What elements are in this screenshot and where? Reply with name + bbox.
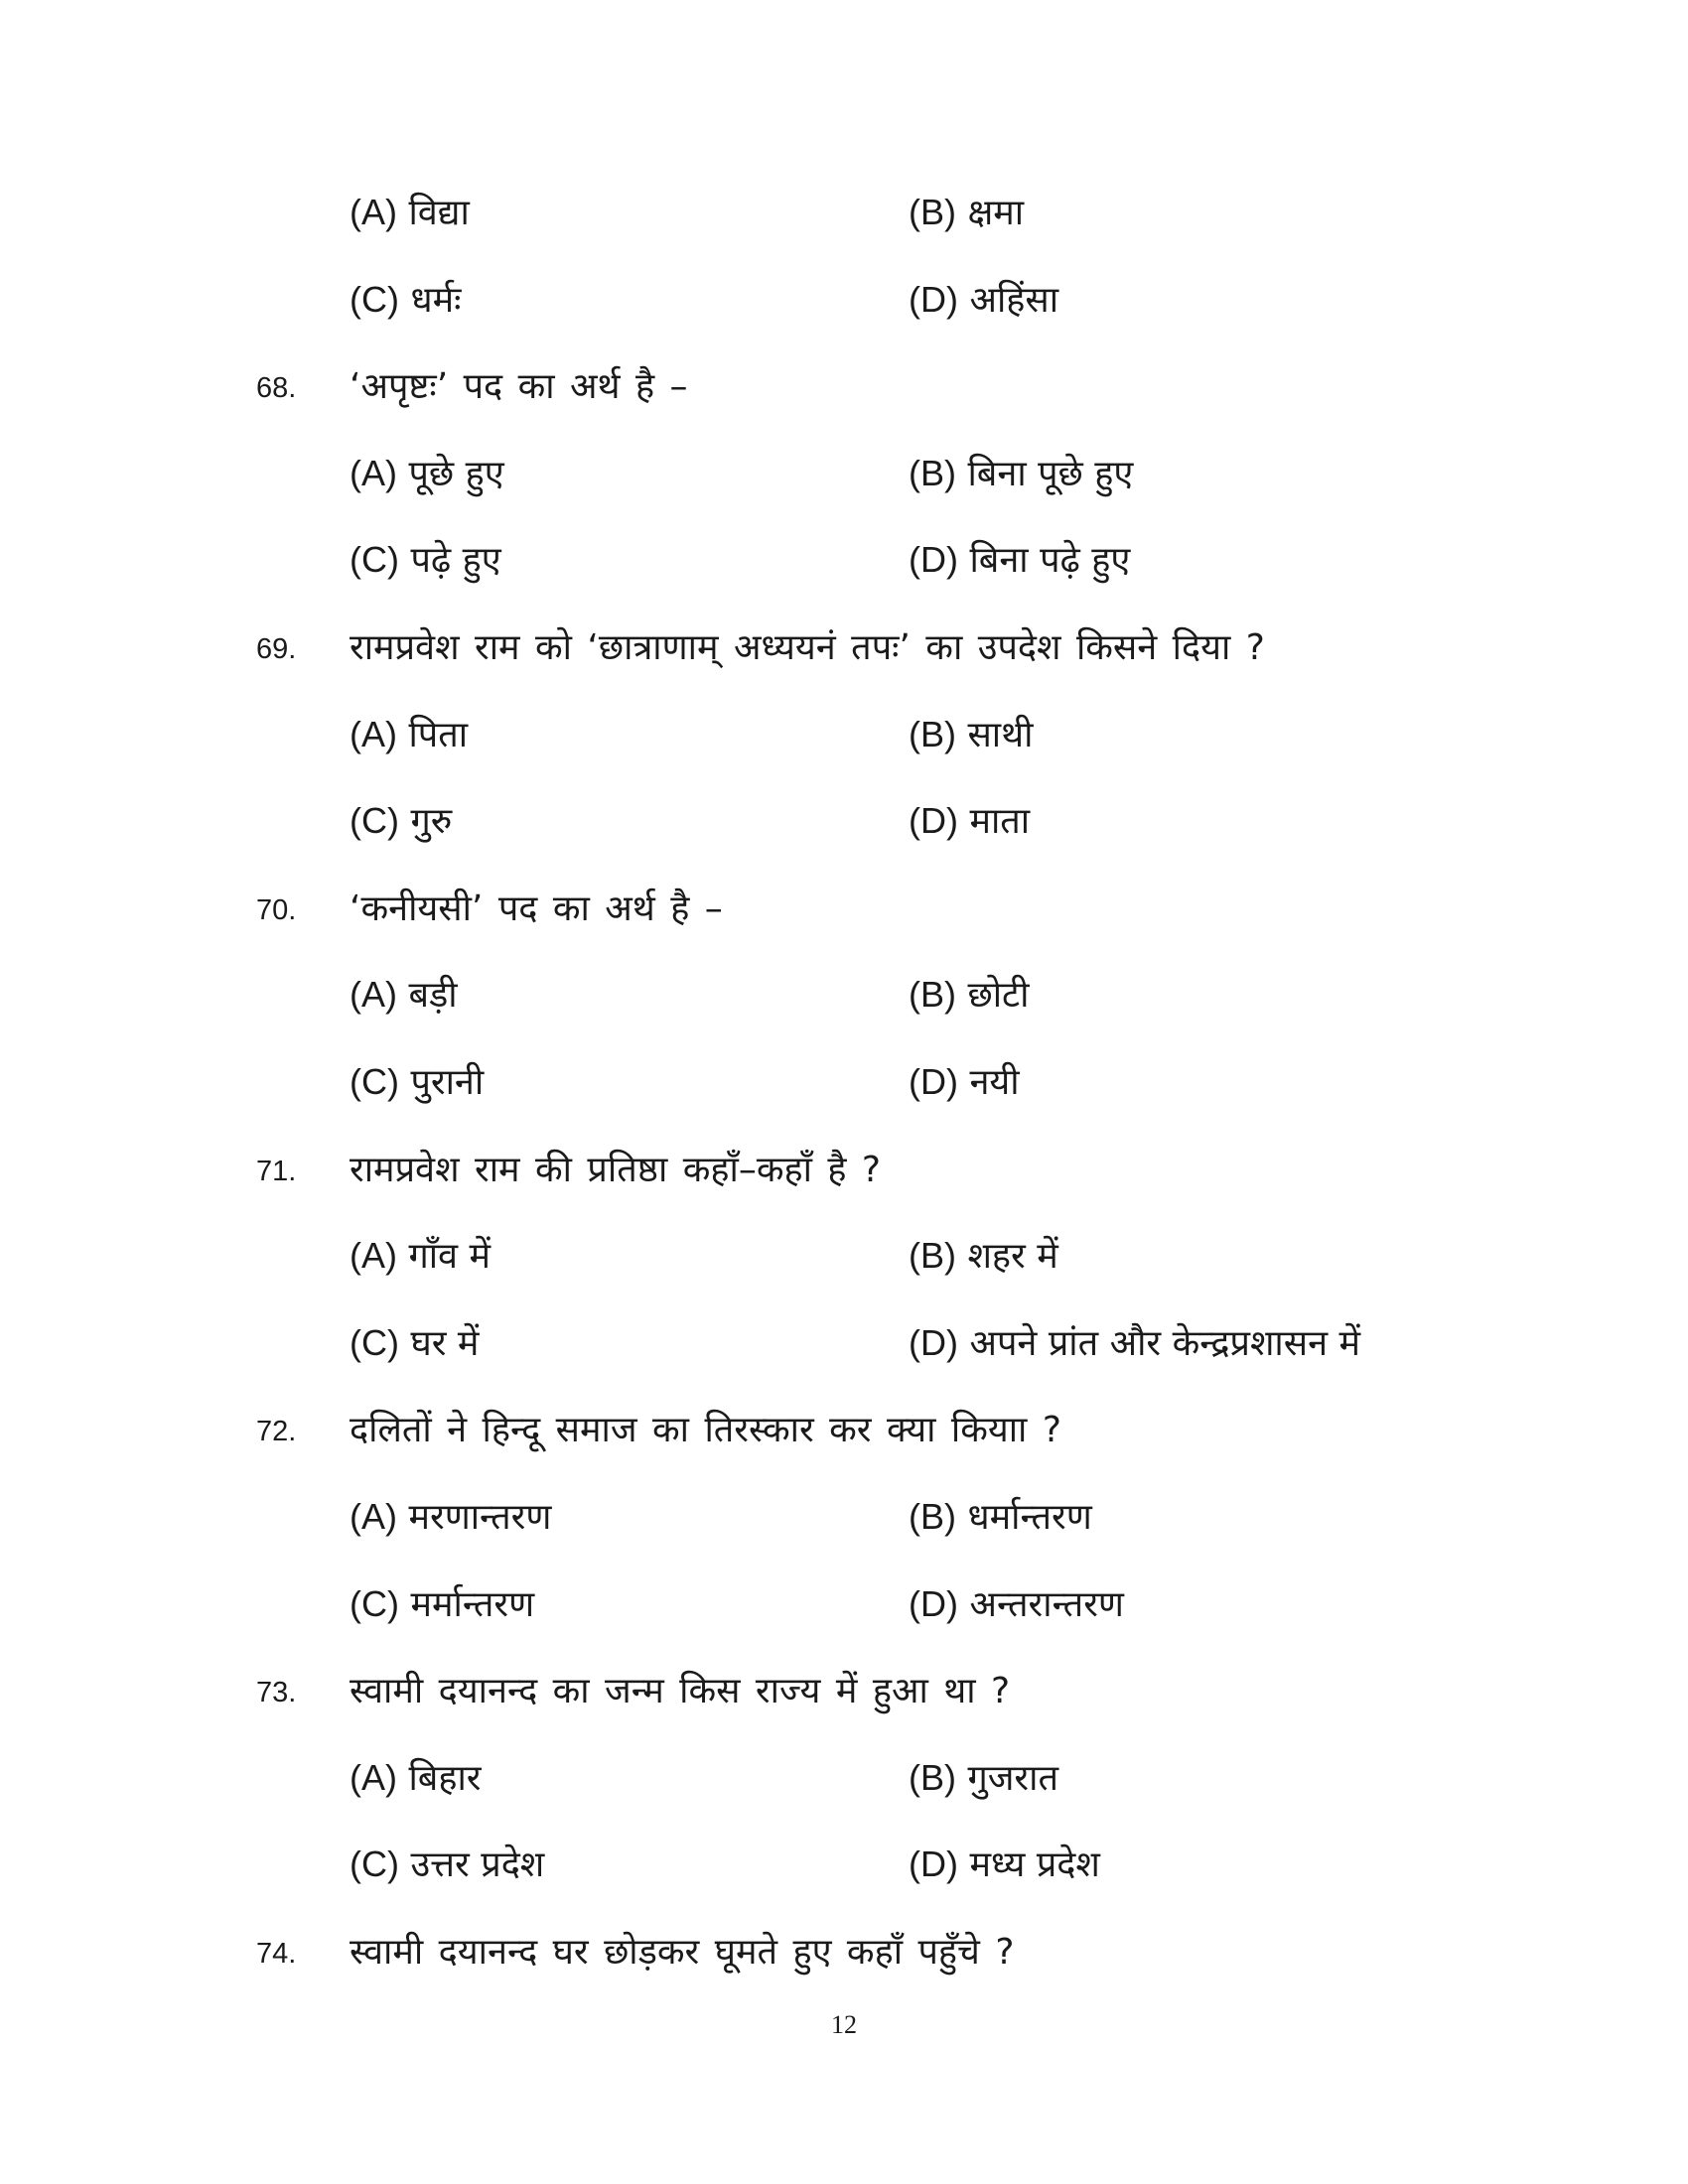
option-text: क्षमा (967, 193, 1025, 233)
option-label: (A) (350, 974, 397, 1015)
question-number: 72. (256, 1416, 297, 1447)
option-text: शहर में (967, 1236, 1058, 1277)
option-text: मरणान्तरण (408, 1497, 552, 1538)
options-row (0, 1833, 1688, 1892)
answer-option (909, 1578, 1124, 1627)
question-number: 68. (256, 372, 297, 404)
option-label: (D) (909, 279, 958, 320)
answer-option (350, 1839, 544, 1887)
option-label: (C) (350, 539, 399, 580)
answer-option (909, 1317, 1360, 1366)
answer-option (909, 795, 1030, 844)
option-label: (A) (350, 1235, 397, 1276)
option-text: गुजरात (967, 1758, 1059, 1799)
option-text: बिना पढ़े हुए (969, 540, 1131, 581)
options-row (0, 528, 1688, 588)
answer-option (909, 969, 1029, 1018)
answer-option (350, 795, 452, 844)
option-label: (A) (350, 714, 397, 754)
option-label: (B) (909, 192, 956, 232)
options-row (0, 268, 1688, 328)
answer-option (909, 1752, 1058, 1801)
option-label: (C) (350, 279, 399, 320)
option-label: (B) (909, 974, 956, 1015)
options-row (0, 1572, 1688, 1632)
option-text: धर्मान्तरण (967, 1497, 1092, 1538)
option-label: (D) (909, 1061, 958, 1102)
question-number: 73. (256, 1677, 297, 1708)
option-label: (B) (909, 714, 956, 754)
option-text: बिना पूछे हुए (967, 454, 1134, 494)
options-row (0, 1050, 1688, 1110)
option-text: अन्तरान्तरण (969, 1584, 1124, 1625)
question-text: स्वामी दयानन्द घर छोड़कर घूमते हुए कहाँ पहुँचे ? (350, 1932, 1015, 1973)
option-text: घर में (410, 1323, 480, 1364)
question-text: रामप्रवेश राम की प्रतिष्ठा कहाँ–कहाँ है ? (350, 1150, 882, 1190)
option-label: (C) (350, 1583, 399, 1624)
question-number: 74. (256, 1938, 297, 1970)
option-label: (C) (350, 1322, 399, 1363)
option-text: पूछे हुए (408, 454, 504, 494)
option-label: (B) (909, 1496, 956, 1537)
option-text: पिता (408, 715, 469, 755)
answer-option (350, 448, 504, 496)
answer-option (350, 1578, 534, 1627)
options-row (0, 963, 1688, 1023)
answer-option (909, 1491, 1092, 1540)
answer-option (350, 1317, 479, 1366)
option-text: पुरानी (410, 1062, 485, 1103)
option-label: (C) (350, 1843, 399, 1884)
option-text: नयी (969, 1062, 1020, 1103)
options-row (0, 703, 1688, 762)
question-row (0, 1659, 1688, 1718)
question-text: रामप्रवेश राम को ‘छात्राणाम् अध्ययनं तपः’ का उपदेश किसने दिया ? (350, 627, 1265, 668)
option-text: गुरु (410, 801, 453, 842)
option-text: साथी (967, 715, 1034, 755)
answer-option (350, 969, 458, 1018)
options-row (0, 1311, 1688, 1371)
answer-option (350, 534, 501, 583)
option-label: (D) (909, 1843, 958, 1884)
question-text: ‘कनीयसी’ पद का अर्थ है – (350, 888, 723, 929)
option-text: विद्या (408, 193, 470, 233)
option-label: (D) (909, 1322, 958, 1363)
option-label: (B) (909, 1757, 956, 1798)
option-text: छोटी (967, 975, 1030, 1016)
answer-option (909, 448, 1133, 496)
option-label: (A) (350, 1496, 397, 1537)
option-text: मध्य प्रदेश (969, 1844, 1100, 1885)
option-text: उत्तर प्रदेश (410, 1844, 545, 1885)
answer-option (350, 187, 470, 235)
answer-option (350, 1230, 491, 1279)
option-text: बड़ी (408, 975, 458, 1016)
option-text: बिहार (408, 1758, 482, 1799)
options-row (0, 1485, 1688, 1545)
option-label: (C) (350, 800, 399, 841)
answer-option (909, 187, 1024, 235)
options-row (0, 442, 1688, 501)
question-number: 70. (256, 894, 297, 926)
options-row (0, 1224, 1688, 1284)
question-row (0, 354, 1688, 414)
option-label: (C) (350, 1061, 399, 1102)
option-text: पढ़े हुए (410, 540, 501, 581)
option-label: (B) (909, 1235, 956, 1276)
options-row (0, 1746, 1688, 1806)
option-label: (D) (909, 539, 958, 580)
answer-option (909, 1839, 1100, 1887)
answer-option (909, 274, 1058, 323)
option-text: माता (969, 801, 1031, 842)
option-text: धर्मः (410, 280, 462, 321)
question-number: 69. (256, 633, 297, 665)
option-text: गाँव में (408, 1236, 492, 1277)
question-text: ‘अपृष्टः’ पद का अर्थ है – (350, 366, 688, 407)
page-number: 12 (831, 2010, 857, 2039)
option-label: (A) (350, 453, 397, 493)
option-label: (A) (350, 1757, 397, 1798)
answer-option (909, 534, 1130, 583)
answer-option (350, 1752, 482, 1801)
answer-option (350, 1056, 484, 1105)
answer-option (350, 274, 461, 323)
question-text: स्वामी दयानन्द का जन्म किस राज्य में हुआ था ? (350, 1671, 1011, 1711)
answer-option (350, 1491, 551, 1540)
options-row (0, 789, 1688, 849)
answer-option (909, 1230, 1058, 1279)
question-row (0, 615, 1688, 675)
option-label: (B) (909, 453, 956, 493)
question-row (0, 1920, 1688, 1979)
question-text: दलितों ने हिन्दू समाज का तिरस्कार कर क्या कियाा ? (350, 1410, 1061, 1450)
question-row (0, 877, 1688, 936)
option-label: (D) (909, 1583, 958, 1624)
answer-option (909, 709, 1033, 757)
option-label: (D) (909, 800, 958, 841)
answer-option (909, 1056, 1020, 1105)
option-text: अपने प्रांत और केन्द्रप्रशासन में (969, 1323, 1361, 1364)
question-row (0, 1398, 1688, 1457)
option-text: अहिंसा (969, 280, 1059, 321)
option-label: (A) (350, 192, 397, 232)
question-number: 71. (256, 1156, 297, 1187)
options-row (0, 181, 1688, 240)
option-text: मर्मान्तरण (410, 1584, 535, 1625)
question-row (0, 1138, 1688, 1197)
answer-option (350, 709, 468, 757)
